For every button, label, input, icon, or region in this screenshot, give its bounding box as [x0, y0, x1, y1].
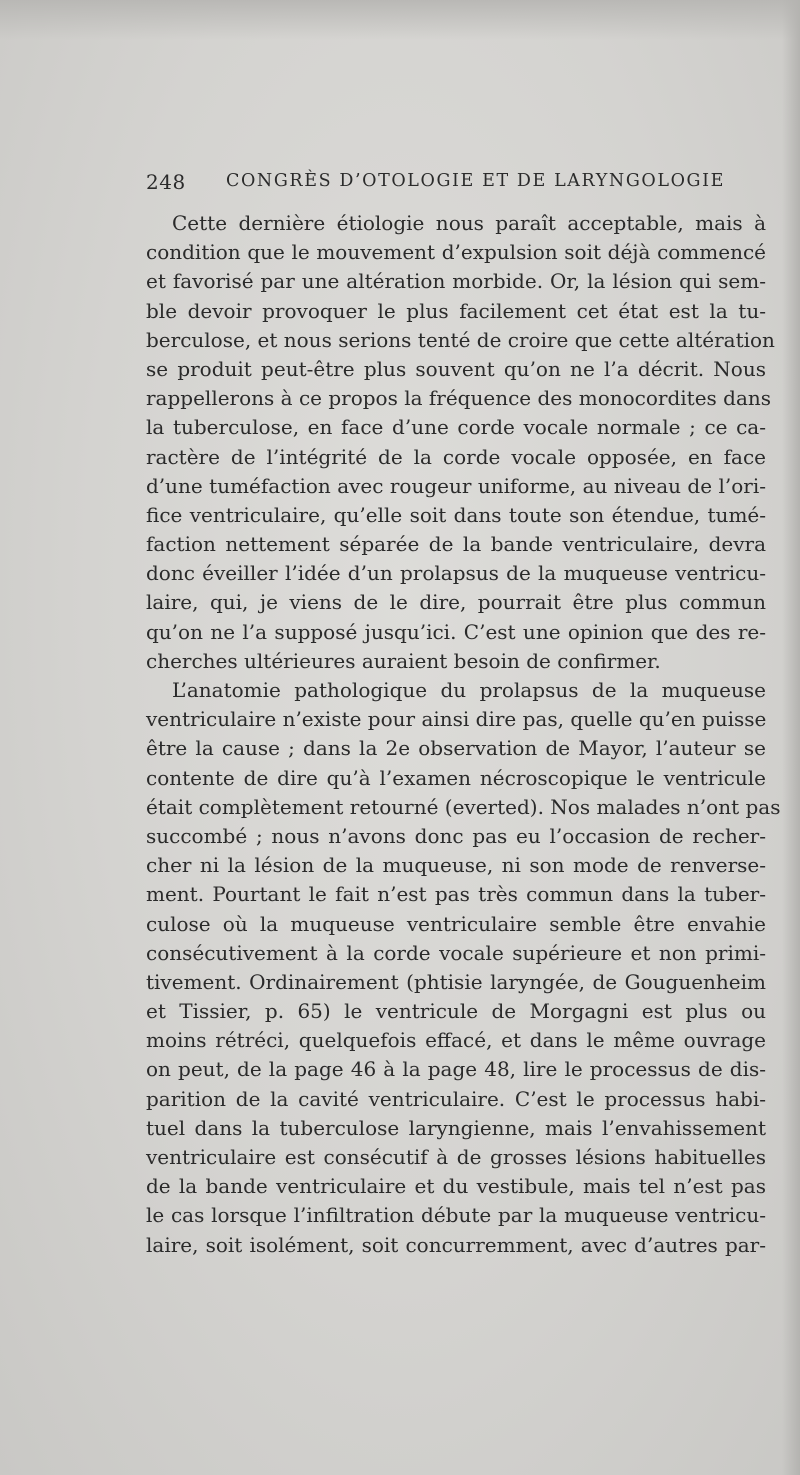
text-line: ventriculaire n’existe pour ainsi dire pas, quelle qu’en puisse [146, 707, 767, 732]
text-line: fice ventriculaire, qu’elle soit dans toute son étendue, tumé- [146, 502, 766, 527]
text-line: culose où la muqueuse ventriculaire semble être envahie [146, 911, 766, 936]
text-line: le cas lorsque l’infiltration débute par la muqueuse ventricu- [146, 1203, 766, 1228]
text-line: qu’on ne l’a supposé jusqu’ici. C’est une opinion que des re- [146, 619, 766, 644]
running-header [146, 170, 766, 194]
text-line: ractère de l’intégrité de la corde vocale opposée, en face [146, 444, 766, 469]
text-line: et Tissier, p. 65) le ventricule de Morgagni est plus ou [146, 999, 766, 1024]
text-line: rappellerons à ce propos la fréquence des monocordites dans [146, 386, 772, 411]
text-line: la tuberculose, en face d’une corde vocale normale ; ce ca- [146, 415, 766, 440]
text-line: de la bande ventriculaire et du vestibule, mais tel n’est pas [146, 1174, 766, 1199]
text-line: tivement. Ordinairement (phtisie laryngée, de Gouguenheim [146, 969, 766, 994]
text-line: ment. Pourtant le fait n’est pas très commun dans la tuber- [146, 882, 766, 907]
text-line: donc éveiller l’idée d’un prolapsus de la muqueuse ventricu- [146, 561, 766, 586]
page-edge-shadow [782, 0, 800, 1475]
text-line: ventriculaire est consécutif à de grosses lésions habituelles [146, 1145, 766, 1169]
text-line: faction nettement séparée de la bande ventriculaire, devra [146, 532, 766, 557]
text-line: contente de dire qu’à l’examen nécroscopique le ventricule [146, 765, 766, 790]
text-line: laire, soit isolément, soit concurremment, avec d’autres par- [146, 1232, 766, 1257]
text-line: condition que le mouvement d’expulsion soit déjà commencé [146, 240, 766, 265]
text-line: berculose, et nous serions tenté de croire que cette altération [146, 327, 775, 352]
text-line: tuel dans la tuberculose laryngienne, mais l’envahissement [146, 1115, 766, 1140]
text-line: cherches ultérieures auraient besoin de confirmer. [146, 648, 661, 673]
text-line: consécutivement à la corde vocale supérieure et non primi- [146, 940, 766, 965]
text-line: Cette dernière étiologie nous paraît acceptable, mais à [172, 211, 766, 235]
text-line: se produit peut-être plus souvent qu’on ne l’a décrit. Nous [146, 356, 766, 381]
text-line: L’anatomie pathologique du prolapsus de la muqueuse [172, 678, 766, 702]
text-line: succombé ; nous n’avons donc pas eu l’occasion de recher- [146, 823, 766, 848]
running-title: CONGRÈS D’OTOLOGIE ET DE LARYNGOLOGIE [226, 171, 725, 191]
body-text [146, 209, 781, 1260]
page-number: 248 [146, 170, 186, 194]
text-line: on peut, de la page 46 à la page 48, lire le processus de dis- [146, 1057, 766, 1082]
text-line: et favorisé par une altération morbide. Or, la lésion qui sem- [146, 269, 766, 294]
text-line: ble devoir provoquer le plus facilement cet état est la tu- [146, 298, 766, 323]
text-line: moins rétréci, quelquefois effacé, et dans le même ouvrage [146, 1028, 766, 1053]
text-line: parition de la cavité ventriculaire. C’est le processus habi- [146, 1086, 766, 1111]
text-line: laire, qui, je viens de le dire, pourrait être plus commun [146, 590, 766, 615]
text-line: cher ni la lésion de la muqueuse, ni son mode de renverse- [146, 853, 766, 878]
page-top-shadow [0, 0, 800, 40]
text-line: être la cause ; dans la 2e observation de Mayor, l’auteur se [146, 736, 766, 761]
text-line: d’une tuméfaction avec rougeur uniforme, au niveau de l’ori- [146, 473, 766, 498]
text-line: était complètement retourné (everted). Nos malades n’ont pas [146, 794, 781, 819]
